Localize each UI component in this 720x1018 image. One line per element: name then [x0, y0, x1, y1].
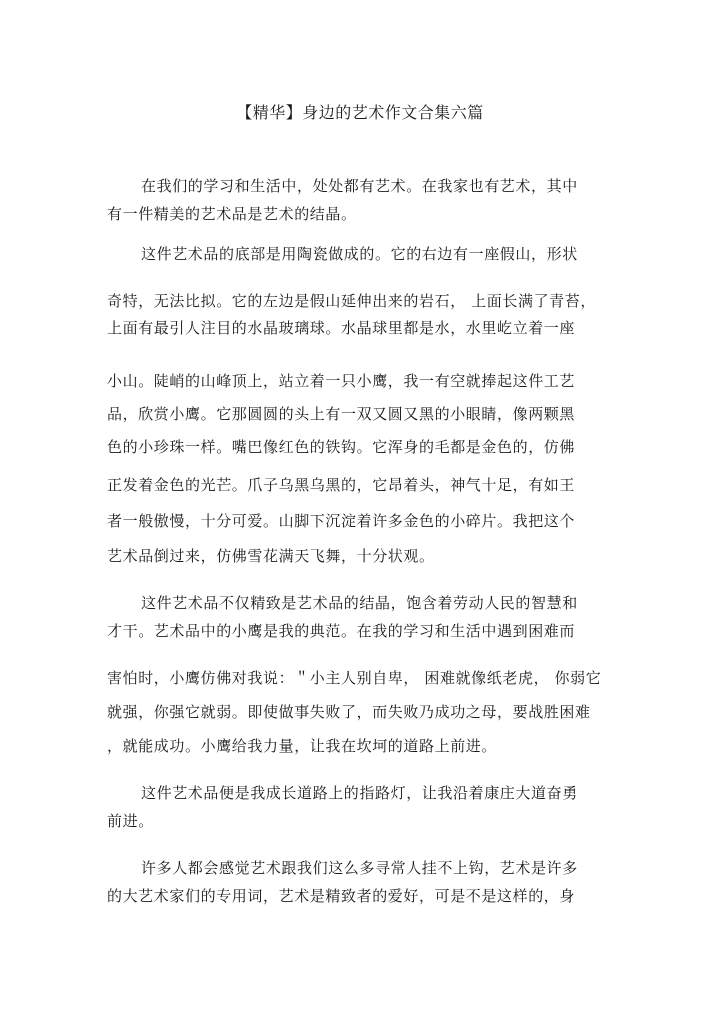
text-line: 这件艺术品不仅精致是艺术品的结晶，饱含着劳动人民的智慧和	[141, 594, 578, 612]
text-line: 品，欣赏小鹰。它那圆圆的头上有一双又圆又黑的小眼睛，像两颗黑	[107, 405, 576, 423]
text-line: 前进。	[107, 812, 154, 830]
text-line: 有一件精美的艺术品是艺术的结晶。	[107, 205, 357, 223]
text-line: 这件艺术品便是我成长道路上的指路灯，让我沿着康庄大道奋勇	[141, 784, 578, 802]
text-line: 的大艺术家们的专用词，艺术是精致者的爱好，可是不是这样的，身	[107, 887, 576, 905]
text-line: 这件艺术品的底部是用陶瓷做成的。它的右边有一座假山，形状	[141, 245, 578, 263]
text-line: 艺术品倒过来，仿佛雪花满天飞舞，十分状观。	[107, 547, 435, 565]
text-line: 才干。艺术品中的小鹰是我的典范。在我的学习和生活中遇到困难而	[107, 622, 576, 640]
text-line: 就强，你强它就弱。即使做事失败了，而失败乃成功之母，要战胜困难	[107, 703, 591, 721]
document-title: 【精华】身边的艺术作文合集六篇	[236, 103, 484, 122]
text-line: 上面有最引人注目的水晶玻璃球。水晶球里都是水，水里屹立着一座	[107, 319, 576, 337]
text-line: 者一般傲慢，十分可爱。山脚下沉淀着许多金色的小碎片。我把这个	[107, 512, 576, 530]
text-line: 害怕时，小鹰仿佛对我说：＂小主人别自卑， 困难就像纸老虎， 你弱它	[107, 669, 602, 687]
text-line: 许多人都会感觉艺术跟我们这么多寻常人挂不上钩，艺术是许多	[141, 859, 578, 877]
text-line: ，就能成功。小鹰给我力量，让我在坎坷的道路上前进。	[107, 737, 498, 755]
text-line: 在我们的学习和生活中，处处都有艺术。在我家也有艺术，其中	[141, 177, 578, 195]
text-line: 奇特，无法比拟。它的左边是假山延伸出来的岩石， 上面长满了青苔，	[107, 292, 596, 310]
text-line: 色的小珍珠一样。嘴巴像红色的铁钩。它浑身的毛都是金色的，仿佛	[107, 438, 576, 456]
text-line: 小山。陡峭的山峰顶上，站立着一只小鹰，我一有空就捧起这件工艺	[107, 372, 576, 390]
text-line: 正发着金色的光芒。爪子乌黑乌黑的，它昂着头，神气十足，有如王	[107, 476, 576, 494]
